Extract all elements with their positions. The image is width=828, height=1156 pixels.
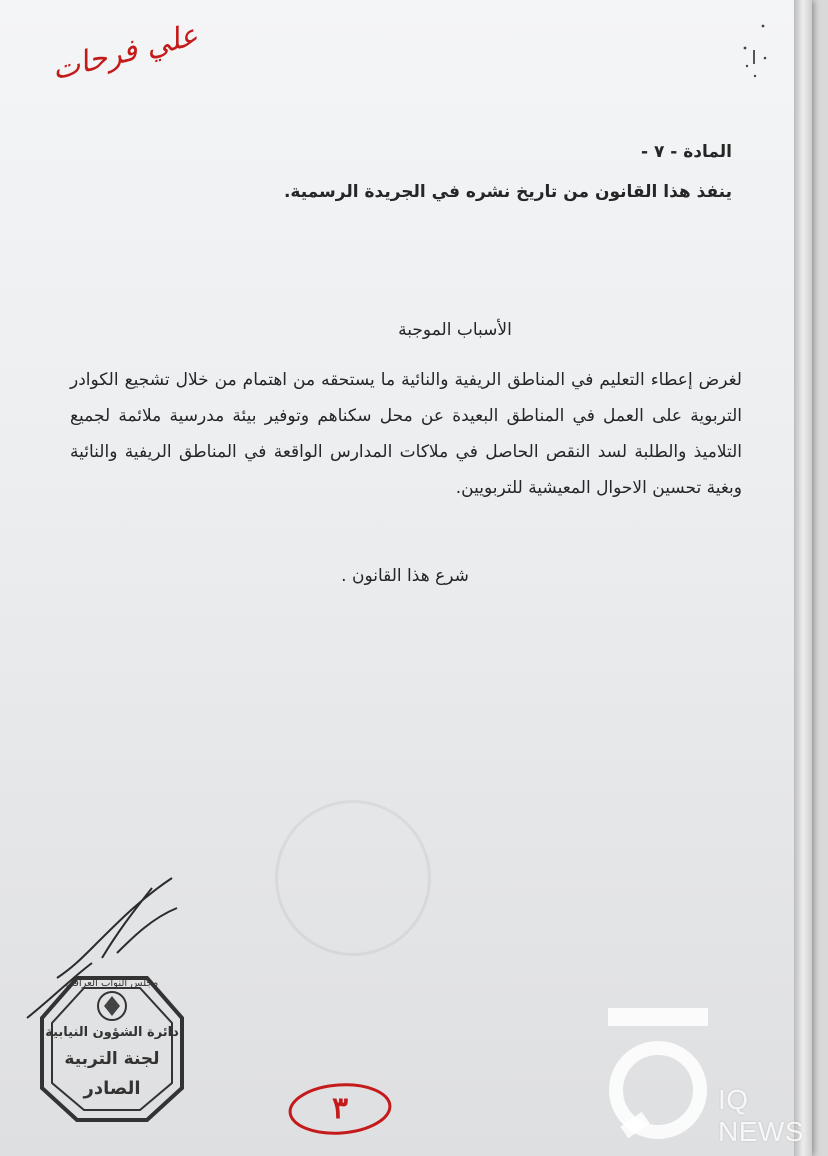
page-edge <box>794 0 812 1156</box>
svg-text:الصادر: الصادر <box>83 1078 141 1099</box>
committee-seal <box>22 858 202 1128</box>
reasons-title: الأسباب الموجبة <box>398 320 512 340</box>
svg-text:دائرة الشؤون النيابية: دائرة الشؤون النيابية <box>45 1025 179 1040</box>
reasons-body: لغرض إعطاء التعليم في المناطق الريفية والنائية ما يستحقه من اهتمام من خلال تشجيع الكوادر التربوية على العمل في المناطق البعيدة عن محل سكناهم وتوفير بيئة مدرسية ملائمة لجميع التلاميذ والطلبة لسد النقص الحاصل في ملاكات المدارس الواقعة في المناطق الريفية والنائية وبغية تحسين الاحوال المعيشية للتربويين. <box>70 370 742 498</box>
iq-news-watermark <box>600 1000 820 1150</box>
seal-graphic <box>22 858 202 1128</box>
svg-text:مجلس النواب العراقي: مجلس النواب العراقي <box>65 978 159 989</box>
enacted-statement: شرع هذا القانون . <box>341 566 469 586</box>
svg-text:لجنة التربية: لجنة التربية <box>64 1049 160 1069</box>
article-text: ينفذ هذا القانون من تاريخ نشره في الجريدة الرسمية. <box>283 182 732 202</box>
corner-marks <box>735 18 775 78</box>
iq-news-logo-icon <box>600 1000 720 1150</box>
page-number-text: ٣ <box>331 1091 349 1126</box>
watermark-brand: IQ NEWS <box>718 1084 804 1147</box>
page-number <box>285 1080 395 1138</box>
article-heading: المادة - ٧ - <box>640 142 732 162</box>
handwritten-name: علي فرحات <box>48 17 202 88</box>
faint-stamp-impression <box>275 800 431 956</box>
